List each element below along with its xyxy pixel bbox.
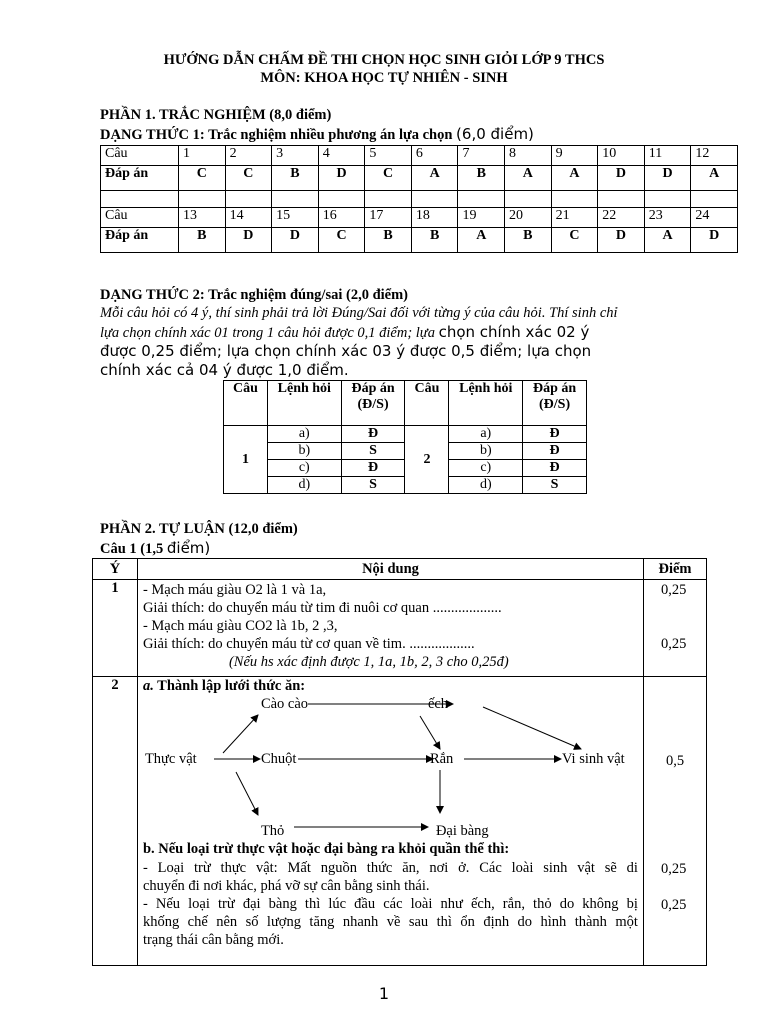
answer-label: Đáp án bbox=[101, 166, 179, 191]
score-value: 0,25 bbox=[661, 897, 687, 913]
part1-heading: PHẦN 1. TRẮC NGHIỆM (8,0 điểm) bbox=[100, 107, 332, 123]
content-cell bbox=[137, 580, 643, 677]
question1-heading bbox=[100, 539, 210, 558]
answer-cell: A bbox=[644, 228, 691, 253]
tf-item: c) bbox=[449, 460, 523, 477]
essay-header-row bbox=[93, 559, 707, 580]
form2-note-line2 bbox=[100, 323, 589, 342]
tf-question-2: 2 bbox=[405, 426, 449, 494]
content-line: chuyển đi nơi khác, phá vỡ sự cân bằng sinh thái. bbox=[142, 878, 430, 894]
tf-answer: S bbox=[341, 477, 405, 494]
tf-item: d) bbox=[449, 477, 523, 494]
tf-answer: Đ bbox=[341, 460, 405, 477]
answer-cell: A bbox=[458, 228, 505, 253]
tf-item: a) bbox=[449, 426, 523, 443]
node-chuot: Chuột bbox=[260, 751, 297, 767]
question-number: 6 bbox=[411, 146, 458, 166]
tf-question-1: 1 bbox=[224, 426, 268, 494]
tf-item: b) bbox=[267, 443, 341, 460]
node-dai-bang: Đại bàng bbox=[435, 823, 489, 839]
spacer-row bbox=[101, 191, 738, 208]
header-y: Ý bbox=[93, 559, 138, 580]
answer-label: Đáp án bbox=[101, 228, 179, 253]
doc-subtitle: MÔN: KHOA HỌC TỰ NHIÊN - SINH bbox=[260, 70, 508, 86]
true-false-table bbox=[223, 380, 587, 494]
answer-cell: D bbox=[644, 166, 691, 191]
question-number: 17 bbox=[365, 208, 412, 228]
form2-note-part: chọn chính xác 02 ý bbox=[438, 323, 590, 341]
node-vi-sinh-vat: Vi sinh vật bbox=[561, 751, 625, 767]
question1-points: điểm) bbox=[166, 539, 211, 557]
answer-cell: D bbox=[598, 228, 645, 253]
answer-cell: B bbox=[179, 228, 226, 253]
tf-answer: Đ bbox=[523, 443, 587, 460]
question-label: Câu bbox=[101, 146, 179, 166]
part-a-text: Thành lập lưới thức ăn: bbox=[153, 678, 306, 694]
answer-cell: A bbox=[551, 166, 598, 191]
content-line: trạng thái cân bằng mới. bbox=[142, 932, 284, 948]
content-line: - Mạch máu giàu O2 là 1 và 1a, bbox=[142, 582, 327, 598]
answer-cell: C bbox=[365, 166, 412, 191]
answer-cell: A bbox=[505, 166, 552, 191]
tf-item: b) bbox=[449, 443, 523, 460]
question-number: 10 bbox=[598, 146, 645, 166]
answer-cell: B bbox=[458, 166, 505, 191]
question-row-1 bbox=[101, 146, 738, 166]
question-number: 18 bbox=[411, 208, 458, 228]
form2-note-part: lựa chọn chính xác 01 trong 1 câu hỏi được 0,1 điểm; lựa bbox=[100, 325, 439, 341]
answer-cell: C bbox=[179, 166, 226, 191]
question-row-2 bbox=[101, 208, 738, 228]
question-number: 3 bbox=[272, 146, 319, 166]
tf-item: d) bbox=[267, 477, 341, 494]
answer-cell: D bbox=[318, 166, 365, 191]
header-content: Nội dung bbox=[137, 559, 643, 580]
tf-item: a) bbox=[267, 426, 341, 443]
question-number: 12 bbox=[691, 146, 738, 166]
doc-title: HƯỚNG DẪN CHẤM ĐỀ THI CHỌN HỌC SINH GIỎI LỚP 9 THCS bbox=[163, 52, 605, 68]
question-number: 11 bbox=[644, 146, 691, 166]
answer-cell: C bbox=[551, 228, 598, 253]
part-b-content bbox=[143, 859, 638, 949]
item-number: 1 bbox=[93, 580, 138, 677]
node-cao-cao: Cào cào bbox=[260, 696, 309, 712]
question1-heading-text: Câu 1 (1,5 bbox=[100, 541, 167, 557]
node-ech: ếch bbox=[427, 696, 449, 712]
score-value: 0,25 bbox=[661, 861, 687, 877]
question-number: 7 bbox=[458, 146, 505, 166]
content-line: Giải thích: do chuyển máu từ cơ quan về tim. .................. bbox=[142, 636, 475, 652]
question-number: 24 bbox=[691, 208, 738, 228]
question-number: 14 bbox=[225, 208, 272, 228]
content-line: - Mạch máu giàu CO2 là 1b, 2 ,3, bbox=[142, 618, 338, 634]
form2-note-line1: Mỗi câu hỏi có 4 ý, thí sinh phải trả lời Đúng/Sai đối với từng ý của câu hỏi. Thí sinh chỉ bbox=[100, 305, 618, 321]
header-dap-an: Đáp án (Đ/S) bbox=[341, 381, 405, 426]
content-cell bbox=[137, 677, 643, 966]
header-lenh-hoi: Lệnh hỏi bbox=[267, 381, 341, 426]
header-lenh-hoi: Lệnh hỏi bbox=[449, 381, 523, 426]
score-value: 0,25 bbox=[661, 582, 687, 598]
form2-note-line3: được 0,25 điểm; lựa chọn chính xác 03 ý được 0,5 điểm; lựa chọn bbox=[100, 342, 592, 360]
part2-heading: PHẦN 2. TỰ LUẬN (12,0 điểm) bbox=[100, 521, 298, 537]
page-number: 1 bbox=[378, 984, 390, 1003]
arrow-ech-visinhvat bbox=[483, 707, 581, 749]
question-number: 20 bbox=[505, 208, 552, 228]
scoring-note: (Nếu hs xác định được 1, 1a, 1b, 2, 3 cho 0,25đ) bbox=[228, 654, 509, 670]
question-number: 4 bbox=[318, 146, 365, 166]
tf-item: c) bbox=[267, 460, 341, 477]
content-line: khống chế nên số lượng tăng nhanh về sau thì ổn định do hình thành một bbox=[142, 914, 638, 930]
content-line: Giải thích: do chuyển máu từ tim đi nuôi cơ quan ................... bbox=[142, 600, 502, 616]
answer-row-2 bbox=[101, 228, 738, 253]
answer-cell: A bbox=[691, 166, 738, 191]
tf-answer: Đ bbox=[523, 426, 587, 443]
answer-cell: C bbox=[318, 228, 365, 253]
arrow-ech-ran bbox=[420, 716, 440, 749]
form1-heading bbox=[100, 125, 534, 144]
header-cau: Câu bbox=[405, 381, 449, 426]
tf-answer: Đ bbox=[523, 460, 587, 477]
node-ran: Rắn bbox=[429, 751, 454, 767]
question-number: 2 bbox=[225, 146, 272, 166]
answer-row-1 bbox=[101, 166, 738, 191]
header-cau: Câu bbox=[224, 381, 268, 426]
answer-cell: B bbox=[411, 228, 458, 253]
tf-answer: S bbox=[523, 477, 587, 494]
part-a-label: a. bbox=[142, 678, 154, 694]
tf-answer: S bbox=[341, 443, 405, 460]
form2-note-line4: chính xác cả 04 ý được 1,0 điểm. bbox=[100, 361, 349, 379]
essay-row-2 bbox=[93, 677, 707, 966]
question-number: 13 bbox=[179, 208, 226, 228]
answer-cell: D bbox=[691, 228, 738, 253]
answer-cell: D bbox=[598, 166, 645, 191]
form2-heading: DẠNG THỨC 2: Trắc nghiệm đúng/sai (2,0 điểm) bbox=[100, 287, 409, 303]
tf-answer: Đ bbox=[341, 426, 405, 443]
content-line: - Loại trừ thực vật: Mất nguồn thức ăn, nơi ở. Các loài sinh vật sẽ di bbox=[142, 860, 638, 876]
question-number: 23 bbox=[644, 208, 691, 228]
score-cell bbox=[644, 580, 707, 677]
form1-points: (6,0 điểm) bbox=[456, 125, 534, 143]
header-score: Điểm bbox=[644, 559, 707, 580]
answer-cell: A bbox=[411, 166, 458, 191]
question-number: 21 bbox=[551, 208, 598, 228]
mc-answer-table bbox=[100, 145, 738, 253]
node-tho: Thỏ bbox=[260, 823, 285, 839]
question-number: 8 bbox=[505, 146, 552, 166]
form1-heading-text: DẠNG THỨC 1: Trắc nghiệm nhiều phương án lựa chọn bbox=[100, 127, 457, 143]
answer-cell: D bbox=[225, 228, 272, 253]
header-dap-an: Đáp án (Đ/S) bbox=[523, 381, 587, 426]
question-number: 22 bbox=[598, 208, 645, 228]
node-thuc-vat: Thực vật bbox=[144, 751, 197, 767]
question-number: 15 bbox=[272, 208, 319, 228]
question-number: 16 bbox=[318, 208, 365, 228]
answer-cell: B bbox=[272, 166, 319, 191]
question-number: 5 bbox=[365, 146, 412, 166]
answer-cell: C bbox=[225, 166, 272, 191]
question-number: 19 bbox=[458, 208, 505, 228]
answer-cell: B bbox=[365, 228, 412, 253]
score-value: 0,5 bbox=[666, 753, 685, 769]
arrow-thucvat-tho bbox=[236, 772, 258, 815]
part-b-heading: b. Nếu loại trừ thực vật hoặc đại bàng ra khỏi quần thể thì: bbox=[142, 841, 510, 857]
question-number: 1 bbox=[179, 146, 226, 166]
content-line: - Nếu loại trừ đại bàng thì lúc đầu các loài như ếch, rắn, thỏ do không bị bbox=[142, 896, 638, 912]
score-cell bbox=[644, 677, 707, 966]
question-number: 9 bbox=[551, 146, 598, 166]
tf-header-row bbox=[224, 381, 587, 426]
tf-row bbox=[224, 426, 587, 443]
score-value: 0,25 bbox=[661, 636, 687, 652]
item-number: 2 bbox=[93, 677, 138, 966]
arrow-thucvat-caocao bbox=[223, 715, 258, 753]
essay-row-1 bbox=[93, 580, 707, 677]
answer-cell: D bbox=[272, 228, 319, 253]
question-label: Câu bbox=[101, 208, 179, 228]
essay-table bbox=[92, 558, 707, 966]
answer-cell: B bbox=[505, 228, 552, 253]
